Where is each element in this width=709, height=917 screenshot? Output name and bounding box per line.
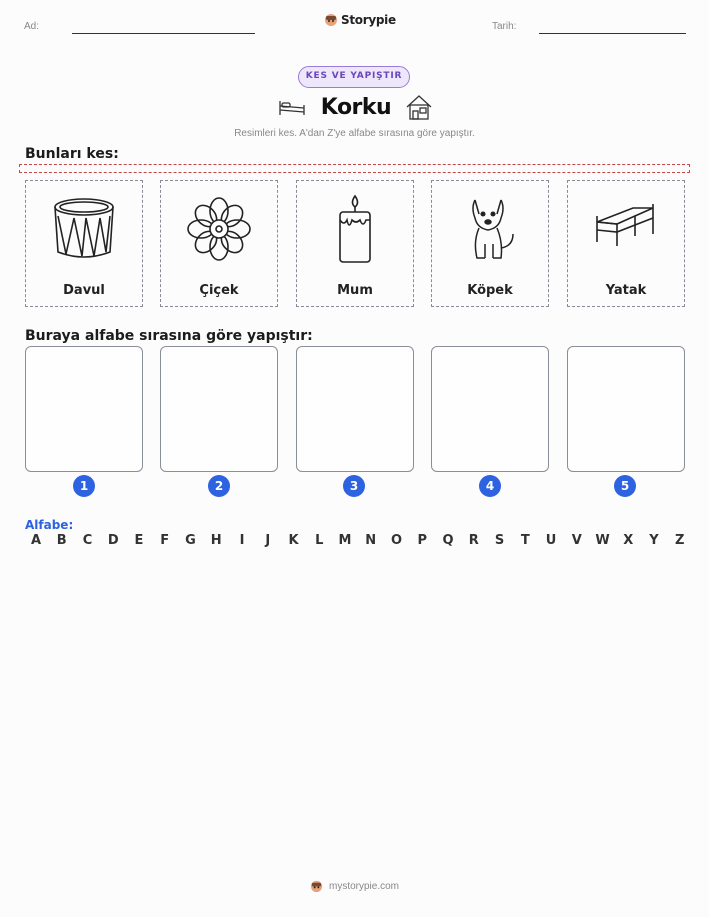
alphabet-letter: Q <box>442 533 454 548</box>
alphabet-letter: I <box>239 533 245 548</box>
card-word: Davul <box>63 283 105 298</box>
cut-guide-line <box>19 164 690 173</box>
paste-slot-3[interactable] <box>296 346 414 472</box>
alphabet-letter: X <box>623 533 634 548</box>
alphabet-letter: U <box>545 533 557 548</box>
cut-card-kopek[interactable] <box>431 180 549 307</box>
cut-card-yatak[interactable] <box>567 180 685 307</box>
alphabet-letter: L <box>315 533 324 548</box>
alphabet-letter: R <box>468 533 479 548</box>
alphabet-letter: A <box>30 533 42 548</box>
name-label: Ad: <box>24 21 40 32</box>
alphabet-letter: D <box>107 533 119 548</box>
cut-card-davul[interactable] <box>25 180 143 307</box>
alphabet-letter: T <box>520 533 530 548</box>
activity-badge: KES VE YAPIŞTIR <box>298 66 410 88</box>
brand-name: Storypie <box>341 13 396 27</box>
cut-card-cicek[interactable] <box>160 180 278 307</box>
bed-icon <box>277 95 307 119</box>
footer-url[interactable]: mystorypie.com <box>328 881 399 892</box>
alphabet-letter: B <box>56 533 67 548</box>
cut-section-label: Bunları kes: <box>25 146 119 162</box>
alphabet-letter: H <box>210 533 222 548</box>
alphabet-letter: N <box>365 533 377 548</box>
paste-slot-4[interactable] <box>431 346 549 472</box>
alphabet-letter: O <box>390 533 403 548</box>
alphabet-letter: M <box>338 533 352 548</box>
card-word: Köpek <box>467 283 513 298</box>
candle-icon <box>320 194 390 264</box>
alphabet-letter: Z <box>675 533 685 548</box>
drum-icon <box>49 194 119 264</box>
flower-icon <box>184 194 254 264</box>
alphabet-label: Alfabe: <box>25 518 74 532</box>
alphabet-letter: F <box>160 533 170 548</box>
date-line[interactable] <box>539 33 686 34</box>
alphabet-row <box>28 533 688 548</box>
brand-logo <box>324 13 396 27</box>
alphabet-letter: S <box>494 533 505 548</box>
slot-number-badge: 1 <box>73 475 95 497</box>
slot-number-badge: 4 <box>479 475 501 497</box>
house-icon <box>405 93 433 121</box>
alphabet-letter: P <box>417 533 428 548</box>
storypie-mascot-icon <box>310 880 323 893</box>
date-label: Tarih: <box>492 21 517 32</box>
paste-slot-2[interactable] <box>160 346 278 472</box>
alphabet-letter: G <box>185 533 196 548</box>
page-title: Korku <box>320 94 392 120</box>
name-line[interactable] <box>72 33 255 34</box>
dog-icon <box>455 194 525 264</box>
card-word: Yatak <box>605 283 647 298</box>
title-row <box>270 90 440 124</box>
cut-card-mum[interactable] <box>296 180 414 307</box>
alphabet-letter: E <box>134 533 144 548</box>
instructions: Resimleri kes. A'dan Z'ye alfabe sırasına göre yapıştır. <box>234 128 475 139</box>
paste-slot-5[interactable] <box>567 346 685 472</box>
slot-number-badge: 5 <box>614 475 636 497</box>
storypie-mascot-icon <box>324 13 338 27</box>
alphabet-letter: K <box>288 533 299 548</box>
paste-slot-1[interactable] <box>25 346 143 472</box>
alphabet-letter: Y <box>649 533 659 548</box>
slot-number-badge: 3 <box>343 475 365 497</box>
alphabet-letter: W <box>595 533 610 548</box>
card-word: Mum <box>337 283 373 298</box>
bed-icon <box>591 194 661 264</box>
slot-number-badge: 2 <box>208 475 230 497</box>
footer <box>0 880 709 893</box>
alphabet-letter: J <box>265 533 271 548</box>
paste-section-label: Buraya alfabe sırasına göre yapıştır: <box>25 328 313 344</box>
card-word: Çiçek <box>199 283 239 298</box>
alphabet-letter: V <box>571 533 582 548</box>
alphabet-letter: C <box>82 533 93 548</box>
